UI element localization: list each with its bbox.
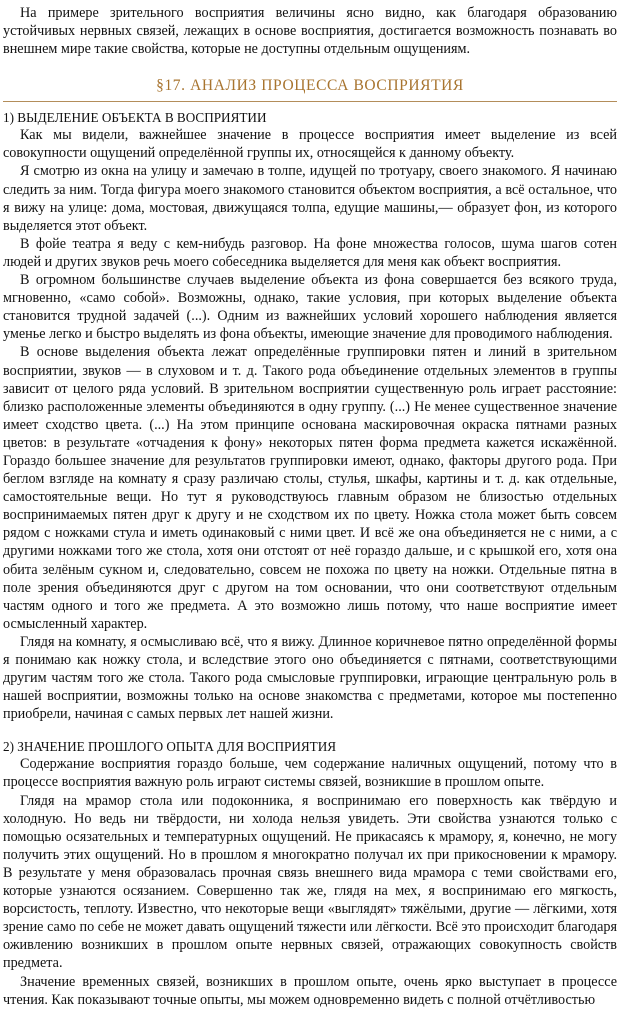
paragraph: Как мы видели, важнейшее значение в процессе восприятия имеет выделение из всей совокупности ощущений определённой группы их, относящейся к данному объекту. <box>3 127 617 162</box>
subsection-heading-past-experience: 2) ЗНАЧЕНИЕ ПРОШЛОГО ОПЫТА ДЛЯ ВОСПРИЯТИЯ <box>3 739 337 755</box>
paragraph: В фойе театра я веду с кем-нибудь разговор. На фоне множества голосов, шума шагов сотен людей и других звуков речь моего собеседника выделяется для меня как объект восприятия. <box>3 235 617 270</box>
paragraph: Глядя на комнату, я осмысливаю всё, что я вижу. Длинное коричневое пятно определённой формы я понимаю как ножку стола, и вследствие этого оно объединяется с пятнами, соответствующими другим частям того же стола. Такого рода смысловые группировки, играющие центральную роль в нашей восприятии, возможны только на основе знакомства с предметами, которое мы постепенно приобрели, начиная с самых первых лет нашей жизни. <box>3 633 617 723</box>
intro-paragraph: На примере зрительного восприятия величины ясно видно, как благодаря образованию устойчивых нервных связей, лежащих в основе восприятия, достигается возможность познавать во внешнем мире такие свойства, которые не доступны отдельным ощущениям. <box>3 5 617 58</box>
paragraph: Значение временных связей, возникших в прошлом опыте, очень ярко выступает в процессе чтения. Как показывают точные опыты, мы можем одновременно видеть с полной отчётливостью <box>3 973 617 1008</box>
paragraph: Содержание восприятия гораздо больше, чем содержание наличных ощущений, потому что в процессе восприятия важную роль играют системы связей, возникшие в прошлом опыте. <box>3 756 617 791</box>
paragraph: Я смотрю из окна на улицу и замечаю в толпе, идущей по тротуару, своего знакомого. Я начинаю следить за ним. Тогда фигура моего знакомого становится объектом восприятия, а всё остальное, что я вижу на улице: дома, мостовая, движущаяся толпа, едущие машины,— образует фон, из которого выделяется этот объект. <box>3 163 617 234</box>
section-heading-block <box>3 76 617 102</box>
paragraph: В основе выделения объекта лежат определённые группировки пятен и линий в зрительном восприятии, звуков — в слуховом и т. д. Такого рода объединение отдельных элементов в группы зависит от целого ряда условий. В зрительном восприятии существенную роль играет расстояние: близко расположенные элементы объединяются в одну группу. (...) Не менее существенное значение имеет сходство цвета. (...) На этом принципе основана маскировочная окраска пятнами разных цветов: в результате «отчадения к фону» некоторых пятен форма предмета кажется искажённой. Гораздо большее значение для результатов группировки имеют, однако, факторы другого рода. При беглом взгляде на комнату я сразу различаю столы, стулья, шкафы, картины и т. д. как отдельные, самостоятельные вещи. Но тут я руководствуюсь главным образом не близостью отдельных воспринимаемых пятен друг к другу и не сходством их по цвету. Ножка стола может быть совсем рядом с ножками стула и иметь одинаковый с ними цвет. И всё же она объединяется не с ними, а с другими ножками того же стола, хотя они отстоят от неё гораздо дальше, и с крышкой его, хотя она обита зелёным сукном и, следовательно, совсем не похожа по цвету на ножки. Отдельные пятна в поле зрения объединяются друг с другом на том основании, что они соответствуют отдельным частям одного и того же предмета. А это возможно лишь потому, что наше восприятие имеет осмысленный характер. <box>3 344 617 632</box>
paragraph: В огромном большинстве случаев выделение объекта из фона совершается без всякого труда, мгновенно, «само собой». Возможны, однако, такие условия, при которых выделение объекта становится трудной задачей (...). Одним из важнейших условий хорошего наблюдения является уменье легко и быстро выделять из фона объекты, имеющие значение для проводимого наблюдения. <box>3 272 617 343</box>
subsection-heading-object-selection: 1) ВЫДЕЛЕНИЕ ОБЪЕКТА В ВОСПРИЯТИИ <box>3 110 267 126</box>
paragraph: Глядя на мрамор стола или подоконника, я воспринимаю его поверхность как твёрдую и холодную. Но ведь ни твёрдости, ни холода нельзя увидеть. Эти свойства узнаются только с помощью осязательных и температурных ощущений. Не прикасаясь к мрамору, я, конечно, не могу получить этих ощущений. Но в прошлом я многократно получал их при прикосновении к мрамору. В результате у меня образовалась прочная связь внешнего вида мрамора с теми свойствами его, которые узнаются осязанием. Совершенно так же, глядя на мех, я воспринимаю его мягкость, ворсистость, теплоту. Известно, что некоторые вещи «выглядят» тяжёлыми, другие — лёгкими, хотя зрение само по себе не может давать ощущений тяжести или лёгкости. Всё это происходит благодаря оживлению возникших в прошлом опыте нервных связей, отражающих совокупность свойств предмета. <box>3 792 617 972</box>
section-title: §17. АНАЛИЗ ПРОЦЕССА ВОСПРИЯТИЯ <box>156 77 464 95</box>
